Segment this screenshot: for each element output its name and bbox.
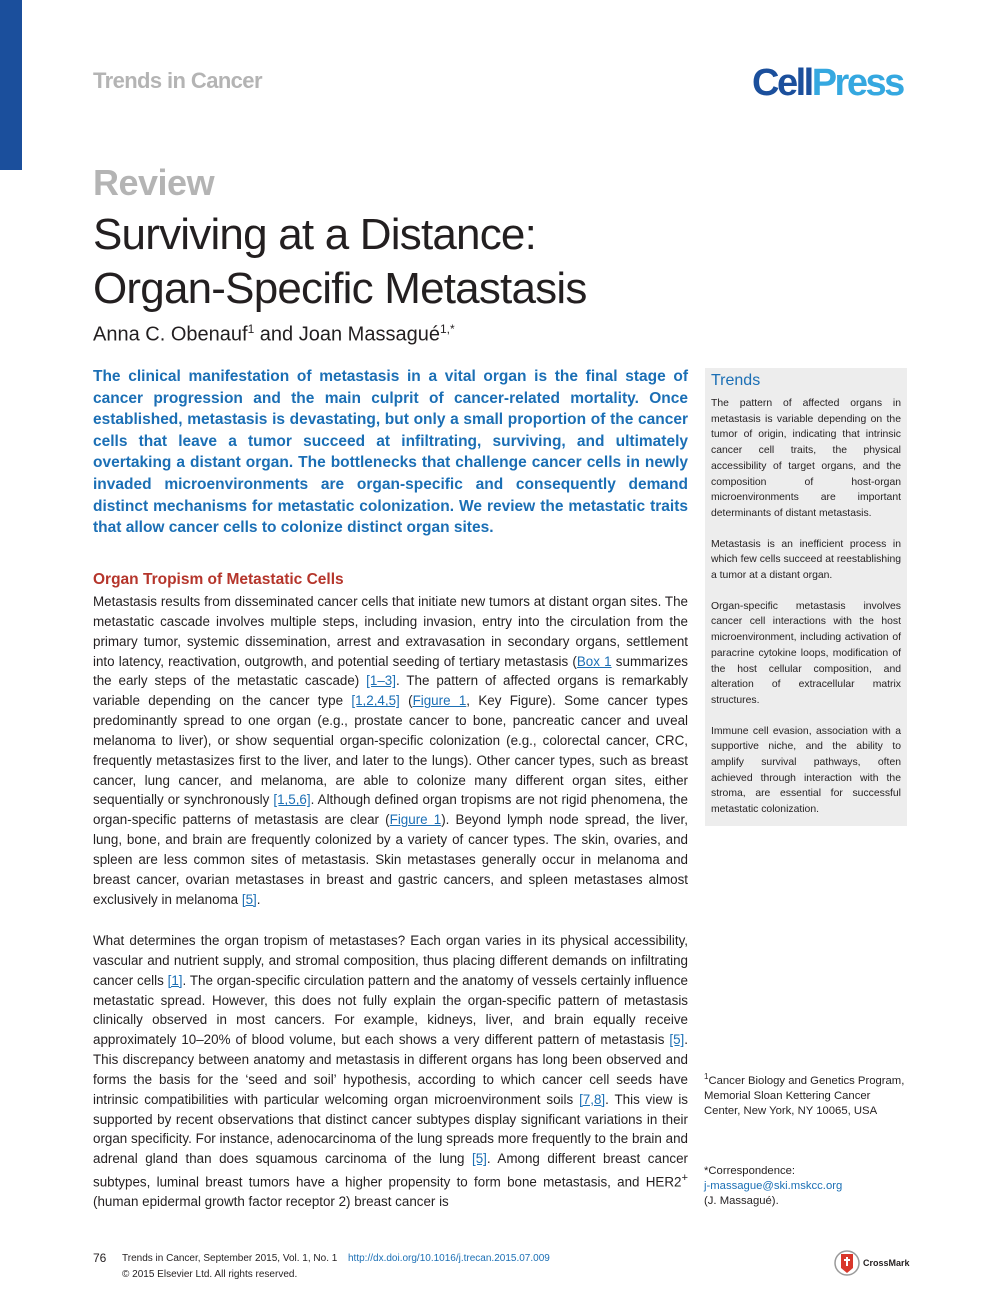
author-name: Joan Massagué [298, 323, 440, 346]
affiliation [704, 1069, 909, 1119]
correspondence-email-link[interactable]: j-massague@ski.mskcc.org [704, 1180, 843, 1192]
citation-link[interactable]: [1,5,6] [273, 792, 311, 808]
affiliation-marker: 1 [247, 322, 255, 336]
page-number: 76 [93, 1251, 107, 1265]
title-line-2: Organ-Specific Metastasis [93, 264, 587, 313]
trends-item: The pattern of affected organs in metastasis is variable depending on the tumor of origin, indicating that intrinsic cancer cell traits, the physical accessibility of target organs, and the composition of host-organ microenvironments are important determinants of distant metastasis. [711, 398, 901, 519]
trends-item: Organ-specific metastasis involves cancer cell interactions with the host microenvironment, including activation of paracrine cytokine loops, modification of the host cellular composition, and alteration of extracellular matrix structures. [711, 600, 901, 706]
trends-title: Trends [711, 372, 761, 389]
abstract: The clinical manifestation of metastasis in a vital organ is the final stage of cancer progression and the main culprit of cancer-related mortality. Once established, metastasis is devastating, but only a small proportion of the cancer cells that leave a tumor succeed at infiltrating, surviving, and ultimately overtaking a distant organ. The bottlenecks that challenge cancer cells in newly invaded microenvironments are organ-specific and consequently demand distinct mechanisms for metastatic colonization. We review the metastatic traits that allow cancer cells to colonize distinct organ sites. [93, 368, 688, 537]
author-separator: and [254, 323, 299, 346]
crossmark-icon [834, 1249, 860, 1277]
text-run: What determines the organ tropism of metastases? Each organ varies in its physical accessibility, vascular and nutrient supply, and stromal composition, thus placing different demands on infiltrating cancer cells [93, 933, 688, 988]
author-list [93, 322, 455, 347]
journal-name: Trends in Cancer [93, 68, 262, 93]
text-run: ( [399, 693, 413, 709]
text-run: . This view is supported by recent observations that distinct cancer subtypes display significant variations in their organ specificity. For instance, adenocarcinoma of the lung spreads more frequently to the brain and adrenal gland than does squamous carcinoma of the lung [93, 1091, 688, 1167]
title-line-1: Surviving at a Distance: [93, 210, 537, 259]
author-name: Anna C. Obenauf [93, 323, 248, 346]
citation-link[interactable]: [7,8] [579, 1091, 606, 1107]
trends-item: Metastasis is an inefficient process in which few cells succeed at reestablishing a tumor at a distant organ. [711, 538, 901, 582]
citation-link[interactable]: [1–3] [366, 673, 396, 689]
citation-link[interactable]: [1,2,4,5] [351, 693, 400, 709]
correspondence-name: (J. Massagué). [704, 1195, 779, 1207]
citation-link[interactable]: [5] [472, 1151, 487, 1167]
citation-link[interactable]: Box 1 [576, 653, 612, 669]
text-run: (human epidermal growth factor receptor 2) breast cancer is [93, 1194, 449, 1210]
text-run: summarizes the early steps of the metastatic cascade) [93, 653, 688, 689]
text-run: . The organ-specific circulation pattern and the anatomy of vessels certainly influence metastatic spread. However, this does not fully explain the organ-specific pattern of metastasis clinically observed in most cancers. For example, kidneys, liver, and brain equally receive approximately 10–20% of blood volume, but each shows a very different pattern of metastasis [93, 972, 689, 1048]
affiliation-number: 1 [704, 1072, 709, 1081]
citation-link[interactable]: Figure 1 [412, 693, 467, 709]
text-run: Metastasis results from disseminated cancer cells that initiate new tumors at distant organ sites. The metastatic cascade involves multiple steps, including invasion, entry into the circulation from the primary tumor, systemic dissemination, arrest and extravasation in secondary organs, settlement into latency, reactivation, outgrowth, and potential seeding of tertiary metastasis ( [93, 594, 688, 669]
cellpress-logo[interactable] [752, 62, 903, 105]
citation-link[interactable]: [5] [669, 1032, 685, 1048]
trends-box [705, 368, 907, 826]
text-run: . Among different breast cancer subtypes, luminal breast tumors have a higher propensity to form bone metastasis, and HER2 [93, 1151, 688, 1190]
article-title [93, 208, 693, 316]
text-run: . The pattern of affected organs is remarkably variable depending on the cancer type [93, 673, 689, 709]
footer-citation: Trends in Cancer, September 2015, Vol. 1, No. 1 [122, 1253, 338, 1264]
crossmark-badge[interactable] [834, 1249, 910, 1277]
article-type: Review [93, 162, 215, 203]
affiliation-marker: 1,* [439, 322, 455, 336]
superscript: + [681, 1172, 688, 1185]
citation-link[interactable]: [5] [241, 891, 257, 907]
text-run: . Although defined organ tropisms are not rigid phenomena, the organ-specific patterns of metastasis are clear ( [93, 792, 688, 828]
footer-copyright: © 2015 Elsevier Ltd. All rights reserved. [122, 1269, 298, 1280]
body-paragraph [93, 592, 688, 910]
logo-cell-text: Cell [752, 62, 812, 104]
correspondence-label: *Correspondence: [704, 1165, 796, 1177]
body-paragraph [93, 931, 688, 1212]
logo-press-text: Press [811, 62, 903, 104]
correspondence [704, 1164, 909, 1209]
text-run: . This discrepancy between anatomy and metastasis in different organs has long been observed and forms the basis for the ‘seed and soil’ hypothesis, according to which cancer cell seeds have intrinsic compatibilities with particular welcoming organ microenvironment soils [93, 1032, 688, 1107]
text-run: ). Beyond lymph node spread, the liver, lung, bone, and brain are frequently colonized by a variety of cancer types. The skin, ovaries, and spleen are less common sites of metastasis. Skin metastases generally occur in melanoma and breast cancer, ovarian metastases in breast and gastric cancers, and spleen metastases almost exclusively in melanoma [93, 812, 689, 907]
text-run: , Key Figure). Some cancer types predominantly spread to one organ (e.g., prostate cancer to bone, pancreatic cancer and uveal melanoma to liver), or show sequential organ-specific colonization (e.g., colorectal cancer, CRC, frequently metastasizes first to the liver, and later to the lungs). Other cancer types, such as breast cancer, lung cancer, and melanoma, are able to colonize many different organ sites, either sequentially or synchronously [93, 693, 688, 808]
section-heading: Organ Tropism of Metastatic Cells [93, 571, 344, 588]
text-run: . [256, 891, 261, 907]
crossmark-label: CrossMark [863, 1258, 910, 1268]
affiliation-text: Cancer Biology and Genetics Program, Memorial Sloan Kettering Cancer Center, New York, NY 10065, USA [704, 1074, 905, 1117]
trends-item: Immune cell evasion, association with a supportive niche, and the ability to amplify survival pathways, often achieved through interaction with the stroma, are essential for successful metastatic colonization. [711, 725, 901, 816]
citation-link[interactable]: Figure 1 [389, 812, 442, 828]
doi-link[interactable]: http://dx.doi.org/10.1016/j.trecan.2015.07.009 [348, 1253, 550, 1264]
journal-accent-bar [0, 0, 22, 170]
citation-link[interactable]: [1] [167, 972, 183, 988]
